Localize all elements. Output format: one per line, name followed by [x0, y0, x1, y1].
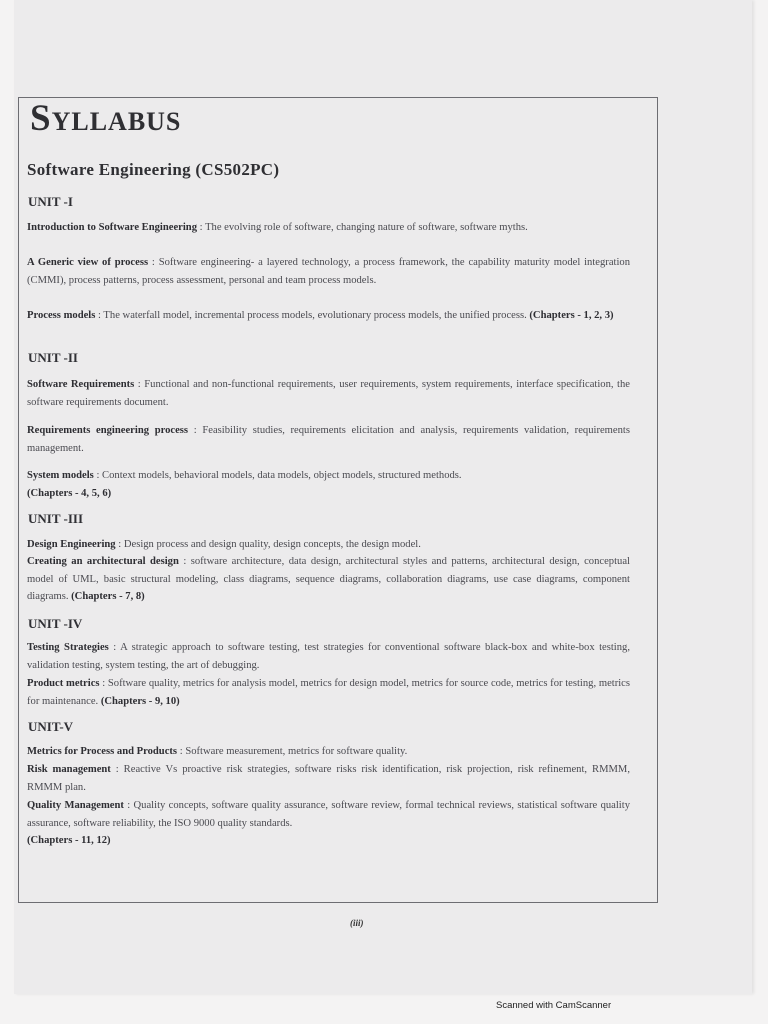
topic-text: The waterfall model, incremental process models, evolutionary process models, the unified process.	[103, 310, 530, 321]
course-title: Software Engineering (CS502PC)	[27, 160, 280, 179]
topic-label: Design Engineering	[27, 539, 116, 550]
unit-heading: UNIT -II	[28, 350, 78, 365]
separator: :	[93, 470, 103, 481]
separator: :	[148, 257, 159, 268]
syllabus-paragraph	[27, 761, 630, 796]
topic-label: Software Requirements	[27, 379, 135, 390]
separator: :	[115, 539, 124, 550]
topic-text: A strategic approach to software testing, test strategies for conventional software black-box and white-box testing, validation testing, system testing, the art of debugging.	[27, 642, 630, 671]
topic-label: Requirements engineering process	[27, 425, 189, 436]
separator: :	[123, 800, 134, 811]
separator: :	[95, 310, 104, 321]
topic-label: Metrics for Process and Products	[27, 746, 178, 757]
page-title: Syllabus	[30, 98, 182, 139]
syllabus-paragraph	[27, 307, 630, 325]
syllabus-paragraph	[27, 553, 630, 606]
separator: :	[178, 556, 191, 567]
page-number: (iii)	[350, 918, 364, 928]
scanner-watermark: Scanned with CamScanner	[496, 1000, 612, 1011]
topic-label: Quality Management	[27, 800, 124, 811]
topic-text: The evolving role of software, changing nature of software, software myths.	[205, 222, 528, 233]
syllabus-paragraph	[27, 219, 630, 237]
topic-label: A Generic view of process	[27, 257, 149, 268]
syllabus-paragraph	[27, 422, 630, 457]
unit-heading: UNIT-V	[28, 719, 74, 734]
syllabus-paragraph	[27, 254, 630, 289]
chapters-reference: (Chapters - 9, 10)	[100, 695, 180, 707]
topic-label: Product metrics	[27, 678, 100, 689]
topic-label: Process models	[27, 310, 96, 321]
topic-text: Software quality, metrics for analysis model, metrics for design model, metrics for source code, metrics for testing, metrics for maintenance.	[27, 678, 631, 707]
separator: :	[188, 425, 203, 436]
topic-text: Functional and non-functional requirements, user requirements, system requirements, interface specification, the software requirements document.	[27, 379, 630, 408]
topic-text: software architecture, data design, architectural styles and patterns, architectural design, conceptual model of UML, basic structural modeling, class diagrams, sequence diagrams, collaboration diagrams, use case diagrams, component diagrams.	[27, 556, 630, 602]
separator: :	[177, 746, 186, 757]
topic-label: Testing Strategies	[27, 642, 109, 653]
separator: :	[134, 379, 145, 390]
topic-text: Software measurement, metrics for software quality.	[185, 746, 408, 757]
syllabus-paragraph	[27, 675, 630, 710]
topic-text: Feasibility studies, requirements elicitation and analysis, requirements validation, requirements management.	[27, 425, 630, 454]
syllabus-paragraph	[27, 536, 630, 554]
chapters-reference: (Chapters - 11, 12)	[27, 835, 111, 846]
topic-label: System models	[27, 470, 94, 481]
syllabus-paragraph	[27, 797, 630, 850]
topic-label: Introduction to Software Engineering	[27, 222, 197, 233]
syllabus-paragraph	[27, 743, 630, 761]
chapters-reference: (Chapters - 1, 2, 3)	[529, 310, 614, 321]
separator: :	[99, 678, 108, 689]
syllabus-paragraph	[27, 639, 630, 674]
chapters-reference: (Chapters - 4, 5, 6)	[27, 487, 112, 499]
separator: :	[108, 642, 121, 653]
topic-label: Risk management	[27, 764, 111, 775]
syllabus-paragraph	[27, 467, 630, 502]
separator: :	[110, 764, 124, 775]
topic-text: Reactive Vs proactive risk strategies, software risks risk identification, risk projection, risk refinement, RMMM, RMMM plan.	[27, 764, 630, 793]
unit-heading: UNIT -I	[28, 194, 73, 209]
unit-heading: UNIT -III	[28, 511, 84, 526]
unit-heading: UNIT -IV	[28, 616, 83, 631]
topic-text: Software engineering- a layered technology, a process framework, the capability maturity model integration (CMMI), process patterns, process assessment, personal and team process models.	[27, 257, 631, 286]
syllabus-paragraph	[27, 376, 630, 411]
topic-text: Quality concepts, software quality assurance, software review, formal technical reviews, statistical software quality assurance, software reliability, the ISO 9000 quality standards.	[27, 800, 630, 829]
topic-label: Creating an architectural design	[27, 556, 179, 567]
topic-text: Context models, behavioral models, data models, object models, structured methods.	[102, 470, 462, 481]
separator: :	[197, 222, 206, 233]
topic-text: Design process and design quality, design concepts, the design model.	[123, 539, 421, 550]
chapters-reference: (Chapters - 7, 8)	[71, 591, 145, 602]
